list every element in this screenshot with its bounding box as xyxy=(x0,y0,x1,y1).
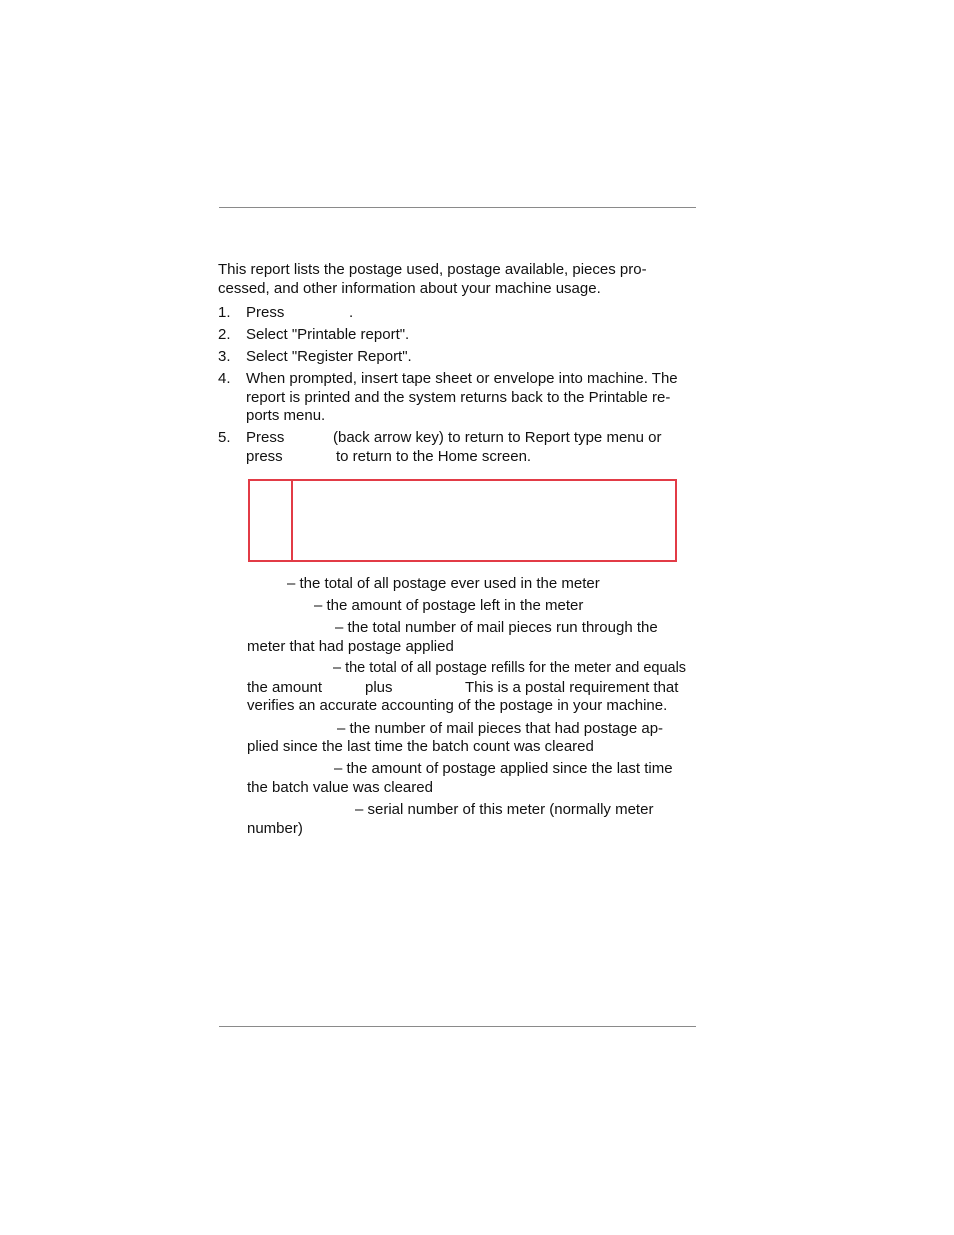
note-divider xyxy=(291,481,293,560)
step-1-text: Press xyxy=(246,304,285,321)
definition-5-line-2: plied since the last time the batch count was cleared xyxy=(247,738,594,755)
step-4-line-1: When prompted, insert tape sheet or envelope into machine. The xyxy=(246,370,678,387)
step-1-period: . xyxy=(349,304,354,321)
note-box xyxy=(248,479,677,562)
step-5-back-text: (back arrow key) to return to Report type menu or xyxy=(333,429,662,446)
definition-5-line-1: – the number of mail pieces that had postage ap- xyxy=(337,720,664,737)
definition-1: – the total of all postage ever used in the meter xyxy=(287,575,600,592)
step-5-number: 5. xyxy=(218,429,231,446)
intro-line-1: This report lists the postage used, postage available, pieces pro- xyxy=(218,261,647,278)
step-5-press-2: press xyxy=(246,448,283,465)
step-4-number: 4. xyxy=(218,370,231,387)
definition-3-line-2: meter that had postage applied xyxy=(247,638,454,655)
definition-7-line-1: – serial number of this meter (normally meter xyxy=(355,801,654,818)
definition-3-line-1: – the total number of mail pieces run through the xyxy=(335,619,658,636)
step-4-line-2: report is printed and the system returns back to the Printable re- xyxy=(246,389,671,406)
definition-6-line-1: – the amount of postage applied since the last time xyxy=(334,760,673,777)
definition-4-the-amount: the amount xyxy=(247,679,323,696)
intro-line-2: cessed, and other information about your machine usage. xyxy=(218,280,601,297)
definition-4-requirement: This is a postal requirement that xyxy=(465,679,679,696)
bottom-rule xyxy=(219,1026,696,1027)
definition-4-line-3: verifies an accurate accounting of the postage in your machine. xyxy=(247,697,668,714)
step-2-number: 2. xyxy=(218,326,231,343)
step-4-line-3: ports menu. xyxy=(246,407,326,424)
step-2-text: Select "Printable report". xyxy=(246,326,410,343)
definition-7-line-2: number) xyxy=(247,820,303,837)
definition-4-plus: plus xyxy=(365,679,393,696)
definition-2: – the amount of postage left in the meter xyxy=(314,597,584,614)
top-rule xyxy=(219,207,696,208)
step-3-number: 3. xyxy=(218,348,231,365)
definition-4-line-1: – the total of all postage refills for the meter and equals xyxy=(333,660,687,676)
step-5-home-text: to return to the Home screen. xyxy=(336,448,532,465)
definition-6-line-2: the batch value was cleared xyxy=(247,779,433,796)
step-5-press: Press xyxy=(246,429,285,446)
step-3-text: Select "Register Report". xyxy=(246,348,412,365)
step-1-number: 1. xyxy=(218,304,231,321)
